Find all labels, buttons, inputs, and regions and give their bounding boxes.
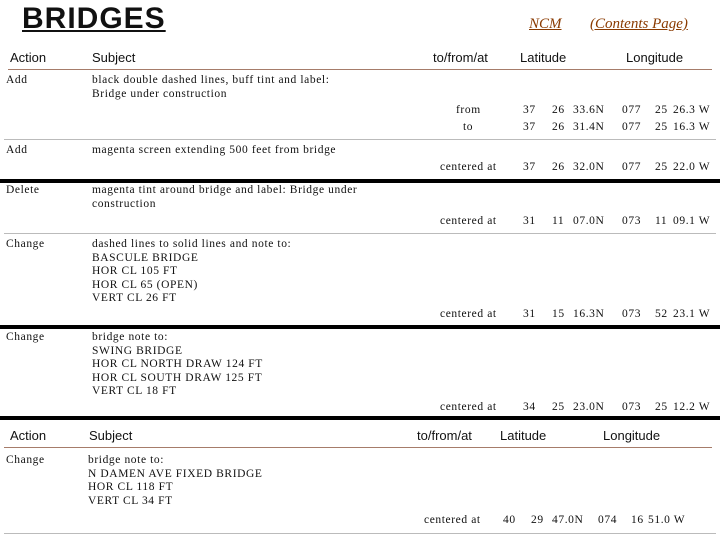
subject-line: HOR CL NORTH DRAW 124 FT	[92, 358, 263, 370]
lon-deg: 077	[622, 104, 642, 116]
coord-tofrom: from	[456, 104, 481, 116]
lat-min: 26	[552, 121, 565, 133]
contents-page-link[interactable]: (Contents Page)	[590, 16, 688, 32]
lon-sec: 26.3 W	[673, 104, 711, 116]
ncm-link[interactable]: NCM	[529, 16, 562, 32]
row-subject	[92, 331, 263, 399]
row-divider-thick	[0, 325, 720, 329]
lat-deg: 37	[523, 121, 536, 133]
lon-sec: 09.1 W	[673, 215, 711, 227]
subject-line: magenta screen extending 500 feet from bridge	[92, 144, 337, 156]
header-longitude: Longitude	[626, 50, 684, 65]
lon-deg: 073	[622, 215, 642, 227]
row-divider	[4, 533, 716, 534]
header-underline	[4, 447, 712, 448]
subject-line: SWING BRIDGE	[92, 344, 183, 357]
row-action: Add	[6, 74, 28, 86]
subject-line: HOR CL SOUTH DRAW 125 FT	[92, 371, 263, 384]
lon-sec: 16.3 W	[673, 121, 711, 133]
row-subject	[92, 238, 291, 306]
row-action: Change	[6, 238, 45, 250]
subject-line: HOR CL 118 FT	[88, 481, 174, 493]
page-title: BRIDGES	[22, 2, 166, 35]
lon-min: 52	[655, 308, 668, 320]
subject-line: Bridge under construction	[92, 87, 228, 100]
lon-sec: 12.2 W	[673, 401, 711, 413]
subject-line: VERT CL 34 FT	[88, 494, 173, 507]
lon-deg: 074	[598, 514, 618, 526]
lat-deg: 40	[503, 514, 516, 526]
row-action: Delete	[6, 184, 40, 196]
lat-deg: 34	[523, 401, 536, 413]
row-subject	[92, 74, 330, 101]
subject-line: magenta tint around bridge and label: Bridge under	[92, 184, 358, 196]
subject-line: dashed lines to solid lines and note to:	[92, 238, 292, 250]
coord-tofrom: to	[463, 121, 474, 133]
lat-deg: 37	[523, 104, 536, 116]
row-divider	[4, 139, 716, 140]
lon-deg: 077	[622, 121, 642, 133]
lon-min: 25	[655, 401, 668, 413]
header-underline	[8, 69, 712, 70]
coord-tofrom: centered at	[440, 308, 497, 320]
lon-deg: 073	[622, 308, 642, 320]
lat-min: 26	[552, 104, 565, 116]
lon-min: 16	[631, 514, 644, 526]
lat-min: 25	[552, 401, 565, 413]
lat-sec: 23.0N	[573, 401, 605, 413]
lat-min: 15	[552, 308, 565, 320]
lon-min: 11	[655, 215, 668, 227]
row-action: Change	[6, 331, 45, 343]
lon-sec: 22.0 W	[673, 161, 711, 173]
row-divider	[4, 233, 716, 234]
row-subject	[92, 184, 357, 211]
row-subject	[92, 144, 336, 158]
header-action: Action	[10, 428, 47, 443]
lat-min: 29	[531, 514, 544, 526]
lat-sec: 33.6N	[573, 104, 605, 116]
lon-deg: 077	[622, 161, 642, 173]
lat-min: 11	[552, 215, 565, 227]
row-subject	[88, 454, 263, 508]
lat-sec: 32.0N	[573, 161, 605, 173]
header-action: Action	[10, 50, 47, 65]
lon-min: 25	[655, 121, 668, 133]
coord-tofrom: centered at	[440, 401, 497, 413]
row-divider-thick	[0, 179, 720, 183]
subject-line: bridge note to:	[92, 331, 169, 343]
subject-line: HOR CL 65 (OPEN)	[92, 278, 198, 291]
lat-sec: 07.0N	[573, 215, 605, 227]
row-action: Add	[6, 144, 28, 156]
subject-line: N DAMEN AVE FIXED BRIDGE	[88, 467, 263, 480]
subject-line: construction	[92, 197, 157, 210]
subject-line: black double dashed lines, buff tint and label:	[92, 74, 330, 86]
header-latitude: Latitude	[500, 428, 547, 443]
header-latitude: Latitude	[520, 50, 567, 65]
lat-sec: 47.0N	[552, 514, 584, 526]
subject-line: VERT CL 18 FT	[92, 385, 177, 397]
subject-line: bridge note to:	[88, 454, 165, 466]
lat-deg: 31	[523, 215, 536, 227]
subject-line: BASCULE BRIDGE	[92, 251, 199, 264]
lon-min: 25	[655, 104, 668, 116]
header-subject: Subject	[92, 50, 136, 65]
coord-tofrom: centered at	[440, 215, 497, 227]
subject-line: VERT CL 26 FT	[92, 292, 177, 304]
lat-min: 26	[552, 161, 565, 173]
lon-deg: 073	[622, 401, 642, 413]
header-tofrom: to/from/at	[417, 428, 472, 443]
coord-tofrom: centered at	[424, 514, 481, 526]
header-longitude: Longitude	[603, 428, 661, 443]
lon-sec: 51.0 W	[648, 514, 686, 526]
lat-deg: 31	[523, 308, 536, 320]
row-action: Change	[6, 454, 45, 466]
lat-sec: 16.3N	[573, 308, 605, 320]
lon-min: 25	[655, 161, 668, 173]
row-divider-thick	[0, 416, 720, 420]
header-tofrom: to/from/at	[433, 50, 488, 65]
coord-tofrom: centered at	[440, 161, 497, 173]
subject-line: HOR CL 105 FT	[92, 265, 178, 277]
header-subject: Subject	[89, 428, 133, 443]
lon-sec: 23.1 W	[673, 308, 711, 320]
lat-sec: 31.4N	[573, 121, 605, 133]
lat-deg: 37	[523, 161, 536, 173]
